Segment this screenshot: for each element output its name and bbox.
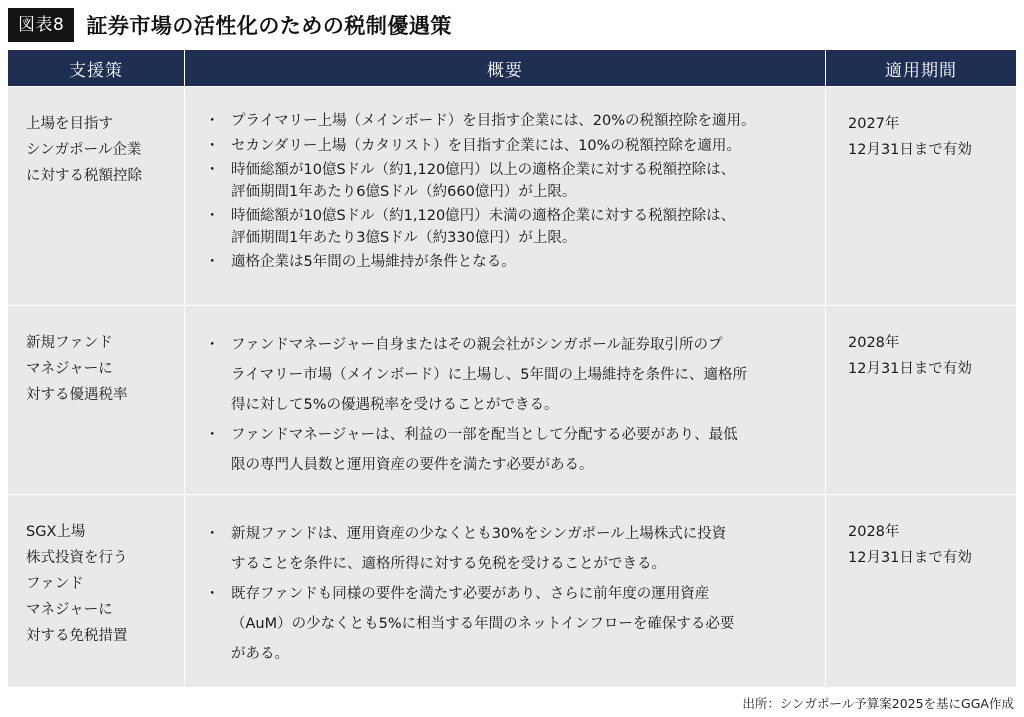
row3-measure-line: マネジャーに xyxy=(26,602,113,618)
row2-period-date: 12月31日まで有効 xyxy=(848,361,972,377)
row3-measure-line: 対する免税措置 xyxy=(26,628,128,644)
figure-title: 証券市場の活性化のための税制優遇策 xyxy=(86,14,452,38)
row3-measure-cell xyxy=(8,495,184,687)
row1-measure-cell xyxy=(8,87,184,305)
bullet-dot: ・ xyxy=(205,113,220,129)
row3-period-date: 12月31日まで有効 xyxy=(848,550,972,566)
tax-incentive-table xyxy=(8,50,1016,690)
row3-period-cell xyxy=(826,495,1016,687)
figure-header xyxy=(8,8,452,42)
figure-label: 図表8 xyxy=(8,8,74,42)
bullet-text: ファンドマネージャーは、利益の一部を配当として分配する必要があり、最低 限の専門人員数と運用資産の要件を満たす必要がある。 xyxy=(231,427,738,473)
list-item xyxy=(205,579,815,669)
list-item xyxy=(205,111,815,133)
row3-measure-line: 株式投資を行う xyxy=(26,550,128,566)
row2-measure-line: 対する優遇税率 xyxy=(26,387,128,403)
bullet-dot: ・ xyxy=(205,337,220,353)
row1-summary-cell xyxy=(185,87,825,305)
bullet-text: プライマリー上場（メインボード）を目指す企業には、20%の税額控除を適用。 xyxy=(231,113,756,129)
bullet-text: ファンドマネージャー自身またはその親会社がシンガポール証券取引所のプ ライマリー市場（メインボード）に上場し、5年間の上場維持を条件に、適格所 得に対して5%の優遇税率を受けることができる。 xyxy=(231,337,747,413)
row1-period-date: 12月31日まで有効 xyxy=(848,142,972,158)
header-period: 適用期間 xyxy=(826,50,1016,86)
row3-measure-line: ファンド xyxy=(26,576,84,592)
row2-measure-line: 新規ファンド xyxy=(26,335,113,351)
row3-period-year: 2028年 xyxy=(848,524,900,540)
bullet-text: 時価総額が10億Sドル（約1,120億円）以上の適格企業に対する税額控除は、 評価期間1年あたり6億Sドル（約660億円）が上限。 xyxy=(231,162,736,200)
row1-period-cell xyxy=(826,87,1016,305)
row2-measure-line: マネジャーに xyxy=(26,361,113,377)
row1-measure-line: に対する税額控除 xyxy=(26,168,142,184)
list-item xyxy=(205,136,815,158)
bullet-text: セカンダリー上場（カタリスト）を目指す企業には、10%の税額控除を適用。 xyxy=(231,137,741,154)
bullet-dot: ・ xyxy=(205,586,220,602)
bullet-dot: ・ xyxy=(205,162,220,178)
row2-period-year: 2028年 xyxy=(848,335,900,351)
list-item xyxy=(205,420,815,480)
row2-period-cell xyxy=(826,306,1016,494)
bullet-text: 新規ファンドは、運用資産の少なくとも30%をシンガポール上場株式に投資 することを条件に、適格所得に対する免税を受けることができる。 xyxy=(231,526,727,572)
row1-measure-line: シンガポール企業 xyxy=(26,142,142,158)
header-summary: 概要 xyxy=(185,50,825,86)
list-item xyxy=(205,160,815,203)
bullet-text: 時価総額が10億Sドル（約1,120億円）未満の適格企業に対する税額控除は、 評価期間1年あたり3億Sドル（約330億円）が上限。 xyxy=(231,208,736,246)
row2-measure-cell xyxy=(8,306,184,494)
row3-measure-line: SGX上場 xyxy=(26,524,86,540)
row3-summary-cell xyxy=(185,495,825,687)
bullet-dot: ・ xyxy=(205,137,220,154)
list-item xyxy=(205,519,815,579)
bullet-dot: ・ xyxy=(205,254,220,270)
row2-summary-cell xyxy=(185,306,825,494)
header-measure: 支援策 xyxy=(8,50,184,86)
row1-period-year: 2027年 xyxy=(848,116,900,132)
list-item xyxy=(205,252,815,274)
source-note: 出所：シンガポール予算案2025を基にGGA作成 xyxy=(742,696,1014,711)
bullet-dot: ・ xyxy=(205,208,220,224)
bullet-text: 既存ファンドも同様の要件を満たす必要があり、さらに前年度の運用資産 （AuM）の少なくとも5%に相当する年間のネットインフローを確保する必要 がある。 xyxy=(231,586,735,662)
bullet-dot: ・ xyxy=(205,427,220,443)
bullet-text: 適格企業は5年間の上場維持が条件となる。 xyxy=(231,254,516,270)
row1-measure-line: 上場を目指す xyxy=(26,116,113,132)
list-item xyxy=(205,330,815,420)
bullet-dot: ・ xyxy=(205,526,220,542)
list-item xyxy=(205,206,815,249)
